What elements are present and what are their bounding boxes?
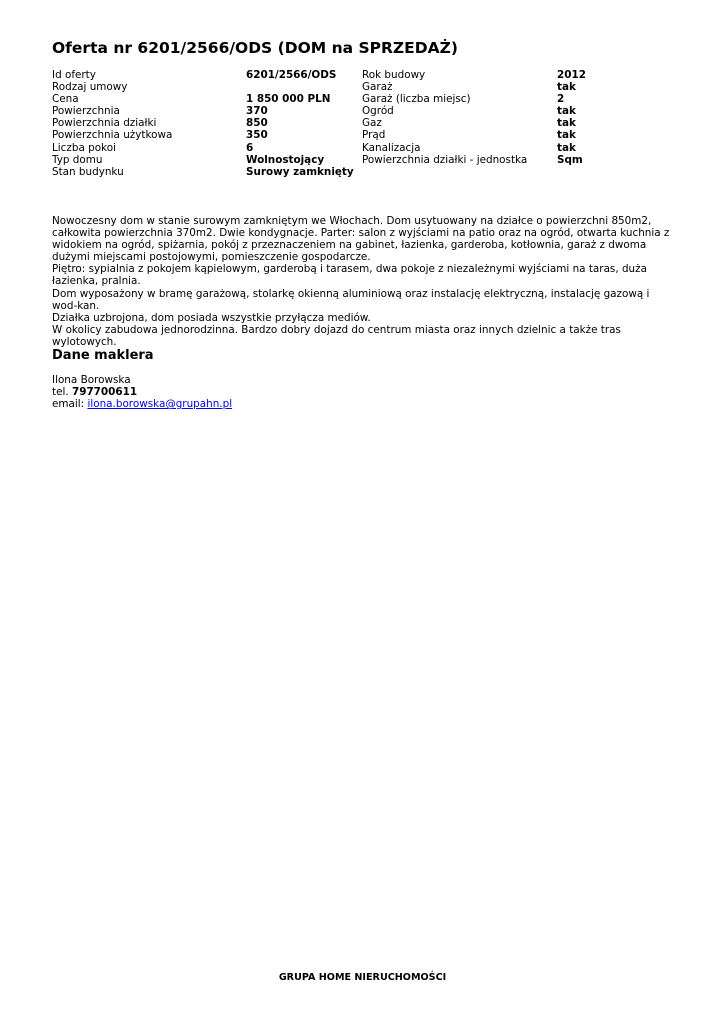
- property-row: [52, 69, 354, 81]
- property-value: Surowy zamknięty: [246, 165, 354, 178]
- description-paragraph: Piętro: sypialnia z pokojem kąpielowym, garderobą i tarasem, dwa pokoje z niezależnymi wyjściami na taras, duża łazienka, pralnia.: [52, 263, 647, 288]
- property-label: Powierzchnia: [52, 105, 120, 118]
- agent-email-link[interactable]: ilona.borowska@grupahn.pl: [87, 398, 233, 411]
- property-row: [362, 93, 586, 105]
- offer-properties-left: [52, 69, 354, 178]
- property-label: Rodzaj umowy: [52, 81, 128, 94]
- property-label: Ogród: [362, 105, 394, 118]
- description-paragraph: W okolicy zabudowa jednorodzinna. Bardzo dobry dojazd do centrum miasta oraz innych dzielnic a także tras wylotowych.: [52, 323, 621, 348]
- page-title: Oferta nr 6201/2566/ODS (DOM na SPRZEDAŻ): [52, 39, 458, 57]
- property-value: 1 850 000 PLN: [246, 93, 331, 106]
- agent-contact: [52, 374, 232, 410]
- property-row: [52, 81, 354, 93]
- property-value: Sqm: [557, 153, 583, 166]
- property-row: [52, 142, 354, 154]
- property-row: [362, 142, 586, 154]
- property-value: 350: [246, 129, 268, 142]
- property-label: Powierzchnia działki - jednostka: [362, 153, 528, 166]
- property-row: [52, 117, 354, 129]
- property-label: Garaż (liczba miejsc): [362, 93, 471, 106]
- agent-phone-line: [52, 386, 232, 398]
- description-paragraph: Nowoczesny dom w stanie surowym zamkniętym we Włochach. Dom usytuowany na działce o powierzchni 850m2, całkowita powierzchnia 370m2. Dwie kondygnacje. Parter: salon z wyjściami na patio oraz na ogród, otwarta kuchnia z widokiem na ogród, spiżarnia, pokój z przeznaczeniem na gabinet, łazienka, garderoba, kotłownia, garaż z dwoma dużymi miejscami postojowymi, pomieszczenie gospodarcze.: [52, 215, 670, 264]
- property-row: [52, 105, 354, 117]
- property-value: 850: [246, 117, 268, 130]
- property-label: Stan budynku: [52, 165, 124, 178]
- property-value: tak: [557, 129, 576, 142]
- property-value: Wolnostojący: [246, 153, 325, 166]
- property-label: Powierzchnia użytkowa: [52, 129, 173, 142]
- property-row: [52, 154, 354, 166]
- description-paragraph: Dom wyposażony w bramę garażową, stolarkę okienną aluminiową oraz instalację elektryczną, instalację gazową i wod-kan.: [52, 287, 650, 312]
- property-value: 2: [557, 93, 565, 106]
- property-label: Kanalizacja: [362, 141, 421, 154]
- offer-description: [52, 215, 677, 348]
- property-row: [362, 154, 586, 166]
- property-row: [362, 105, 586, 117]
- footer-company-name: GRUPA HOME NIERUCHOMOŚCI: [278, 972, 447, 983]
- agent-phone: 797700611: [71, 386, 138, 399]
- property-row: [362, 117, 586, 129]
- agent-email-line: [52, 398, 232, 410]
- agent-name: Ilona Borowska: [52, 374, 131, 386]
- property-value: 370: [246, 105, 268, 118]
- property-label: Id oferty: [52, 69, 96, 81]
- property-value: tak: [557, 117, 576, 130]
- property-value: 6: [246, 141, 254, 154]
- property-value: tak: [557, 105, 576, 118]
- property-label: Cena: [52, 93, 79, 106]
- property-row: [362, 81, 586, 93]
- property-row: [52, 93, 354, 105]
- phone-label: tel.: [52, 386, 69, 399]
- property-value: 6201/2566/ODS: [246, 69, 337, 81]
- property-label: Garaż: [362, 81, 393, 94]
- email-label: email:: [52, 398, 85, 411]
- property-label: Prąd: [362, 129, 386, 142]
- property-value: tak: [557, 141, 576, 154]
- property-label: Powierzchnia działki: [52, 117, 157, 130]
- property-label: Typ domu: [52, 153, 103, 166]
- property-row: [362, 129, 586, 141]
- description-paragraph: Działka uzbrojona, dom posiada wszystkie przyłącza mediów.: [52, 311, 371, 324]
- property-value: 2012: [557, 69, 586, 81]
- property-label: Gaz: [362, 117, 382, 130]
- agent-section-title: Dane maklera: [52, 348, 154, 363]
- offer-properties-right: [362, 69, 586, 166]
- property-row: [52, 166, 354, 178]
- property-row: [362, 69, 586, 81]
- property-value: tak: [557, 81, 576, 94]
- property-label: Liczba pokoi: [52, 141, 116, 154]
- property-row: [52, 129, 354, 141]
- property-label: Rok budowy: [362, 69, 426, 81]
